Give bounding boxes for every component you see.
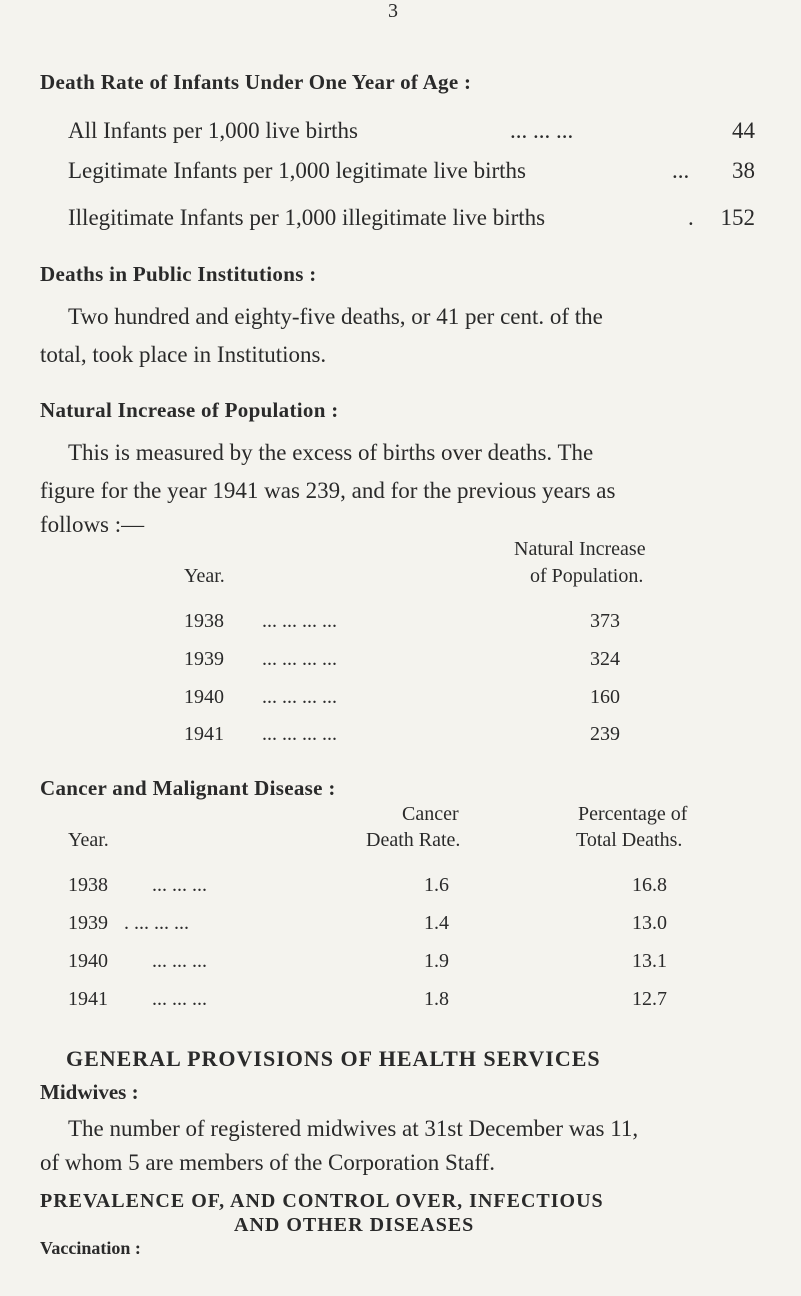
table-header-value: Natural Increase <box>514 538 646 560</box>
table-header-year: Year. <box>68 829 109 851</box>
infant-death-heading: Death Rate of Infants Under One Year of Age : <box>40 70 472 94</box>
infant-row-label: Legitimate Infants per 1,000 legitimate live births <box>68 158 526 183</box>
cancer-heading: Cancer and Malignant Disease : <box>40 776 336 800</box>
table-header-rate: Cancer <box>402 803 459 825</box>
infant-row-value: 44 <box>732 118 755 143</box>
infant-row-value: 152 <box>720 205 755 230</box>
prevalence-heading: PREVALENCE OF, AND CONTROL OVER, INFECTIOUS <box>40 1190 604 1212</box>
table-cell-year: 1938 <box>68 874 108 896</box>
table-header-pct: Total Deaths. <box>576 829 683 851</box>
institutions-line: total, took place in Institutions. <box>40 342 327 367</box>
table-cell-year: 1941 <box>184 723 224 745</box>
table-cell-dots: . ... ... ... <box>124 912 189 934</box>
prevalence-heading: AND OTHER DISEASES <box>234 1214 475 1236</box>
table-cell-dots: ... ... ... <box>152 950 207 972</box>
table-cell-rate: 1.8 <box>424 988 449 1010</box>
table-cell-dots: ... ... ... ... <box>262 610 337 632</box>
table-cell-pct: 16.8 <box>632 874 667 896</box>
midwives-line: The number of registered midwives at 31st December was 11, <box>68 1116 639 1141</box>
institutions-heading: Deaths in Public Institutions : <box>40 262 317 286</box>
table-cell-pct: 12.7 <box>632 988 667 1010</box>
natural-increase-line: follows :— <box>40 512 145 537</box>
table-cell-dots: ... ... ... ... <box>262 686 337 708</box>
table-cell-pct: 13.0 <box>632 912 667 934</box>
table-cell-value: 373 <box>590 610 620 632</box>
table-cell-pct: 13.1 <box>632 950 667 972</box>
table-cell-rate: 1.6 <box>424 874 449 896</box>
infant-row-dots: . <box>688 205 694 230</box>
table-cell-rate: 1.9 <box>424 950 449 972</box>
vaccination-heading: Vaccination : <box>40 1238 141 1258</box>
table-cell-dots: ... ... ... ... <box>262 723 337 745</box>
natural-increase-line: figure for the year 1941 was 239, and for the previous years as <box>40 478 616 503</box>
infant-row-value: 38 <box>732 158 755 183</box>
table-cell-value: 160 <box>590 686 620 708</box>
general-provisions-heading: GENERAL PROVISIONS OF HEALTH SERVICES <box>66 1046 601 1071</box>
midwives-heading: Midwives : <box>40 1080 139 1104</box>
table-cell-value: 324 <box>590 648 620 670</box>
table-cell-year: 1941 <box>68 988 108 1010</box>
page-number: 3 <box>388 0 398 22</box>
table-cell-year: 1938 <box>184 610 224 632</box>
table-header-year: Year. <box>184 565 225 587</box>
table-cell-dots: ... ... ... <box>152 988 207 1010</box>
table-cell-year: 1939 <box>184 648 224 670</box>
natural-increase-heading: Natural Increase of Population : <box>40 398 339 422</box>
table-cell-year: 1940 <box>184 686 224 708</box>
infant-row-label: All Infants per 1,000 live births <box>68 118 359 143</box>
table-cell-year: 1940 <box>68 950 108 972</box>
infant-row-dots: ... ... ... <box>510 118 574 143</box>
table-cell-dots: ... ... ... <box>152 874 207 896</box>
table-cell-value: 239 <box>590 723 620 745</box>
table-header-pct: Percentage of <box>578 803 688 825</box>
infant-row-label: Illegitimate Infants per 1,000 illegitimate live births <box>68 205 546 230</box>
institutions-line: Two hundred and eighty-five deaths, or 41 per cent. of the <box>68 304 603 329</box>
infant-row-dots: ... <box>672 158 690 183</box>
midwives-line: of whom 5 are members of the Corporation Staff. <box>40 1150 495 1175</box>
table-cell-dots: ... ... ... ... <box>262 648 337 670</box>
table-header-value: of Population. <box>530 565 644 587</box>
table-header-rate: Death Rate. <box>366 829 461 851</box>
natural-increase-line: This is measured by the excess of births over deaths. The <box>68 440 594 465</box>
table-cell-year: 1939 <box>68 912 108 934</box>
table-cell-rate: 1.4 <box>424 912 449 934</box>
